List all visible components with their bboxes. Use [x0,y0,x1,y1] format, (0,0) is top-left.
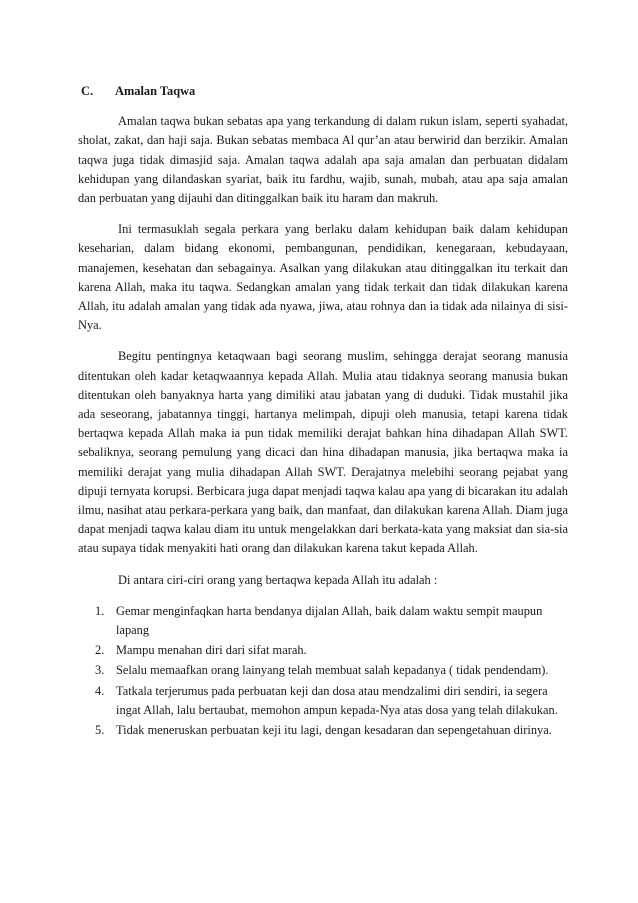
list-item-number: 2. [95,643,105,658]
list-item [78,721,568,740]
list-item [78,641,568,660]
paragraph-1: Amalan taqwa bukan sebatas apa yang terkandung di dalam rukun islam, seperti syahadat, sholat, zakat, dan haji saja. Bukan sebatas membaca Al qur’an atau berwirid dan berzikir. Amalan taqwa juga tidak dimasjid saja. Amalan taqwa adalah apa saja amalan dan perbuatan didalam kehidupan yang dilandaskan syariat, baik itu fardhu, wajib, sunah, mubah, atau apa saja amalan dan perbuatan yang dijauhi dan ditinggalkan baik itu haram dan makruh. [78,114,568,206]
list-item-text: Selalu memaafkan orang lainyang telah membuat salah kepadanya ( tidak pendendam). [116,663,549,678]
list-item-text: Tatkala terjerumus pada perbuatan keji dan dosa atau mendzalimi diri sendiri, ia segera ingat Allah, lalu bertaubat, memohon ampun kepada-Nya atas dosa yang telah dilakukan. [116,683,558,717]
list-item-number: 4. [95,683,105,698]
list-item-number: 3. [95,663,105,678]
list-item [78,661,568,680]
paragraph-2: Ini termasuklah segala perkara yang berlaku dalam kehidupan baik dalam kehidupan keseharian, dalam bidang ekonomi, pembangunan, pendidikan, kenegaraan, kebudayaan, manajemen, kesehatan dan sebagainya. Asalkan yang dilakukan atau ditinggalkan itu terkait dan karena Allah, maka itu taqwa. Sedangkan amalan yang tidak terkait dan tidak dilakukan karena Allah, itu adalah amalan yang tidak ada nyawa, jiwa, atau rohnya dan ia tidak ada nilainya di sisi-Nya. [78,222,568,333]
ciri-list [78,602,568,740]
paragraph-3: Begitu pentingnya ketaqwaan bagi seorang muslim, sehingga derajat seorang manusia ditentukan oleh kadar ketaqwaannya kepada Allah. Mulia atau tidaknya seorang manusia bukan ditentukan oleh banyaknya harta yang dimiliki atau jabatan yang di duduki. Tidak mustahil jika ada seseorang, jabatannya tinggi, hartanya melimpah, dipuji oleh manusia, tetapi karena tidak bertaqwa kepada Allah maka ia pun tidak memiliki derajat bahkan hina dihadapan Allah SWT. sebaliknya, seorang pemulung yang dicaci dan hina dihadapan manusia, jika bertaqwa maka ia memiliki derajat yang mulia dihadapan Allah SWT. Derajatnya melebihi seorang pejabat yang dipuji ternyata korupsi. Berbicara juga dapat menjadi taqwa kalau apa yang di bicarakan itu adalah ilmu, nasihat atau perkara-perkara yang baik, dan manfaat, dan dilakukan karena Allah. Diam juga dapat menjadi taqwa kalau diam itu untuk mengelakkan dari berkata-kata yang maksiat dan sia-sia atau supaya tidak menyakiti hati orang dan dilakukan karena takut kepada Allah. [78,349,568,556]
list-item [78,602,568,640]
list-item [78,682,568,720]
section-letter: C. [81,84,94,98]
section-heading [78,82,568,101]
section-title: Amalan Taqwa [115,84,196,98]
list-item-text: Tidak meneruskan perbuatan keji itu lagi, dengan kesadaran dan sepengetahuan dirinya. [116,723,552,738]
list-item-number: 5. [95,723,105,738]
list-item-number: 1. [95,603,105,618]
document-page [78,82,568,741]
list-item-text: Gemar menginfaqkan harta bendanya dijalan Allah, baik dalam waktu sempit maupun lapang [116,603,543,638]
paragraph-4: Di antara ciri-ciri orang yang bertaqwa kepada Allah itu adalah : [118,572,438,587]
list-item-text: Mampu menahan diri dari sifat marah. [116,643,307,658]
